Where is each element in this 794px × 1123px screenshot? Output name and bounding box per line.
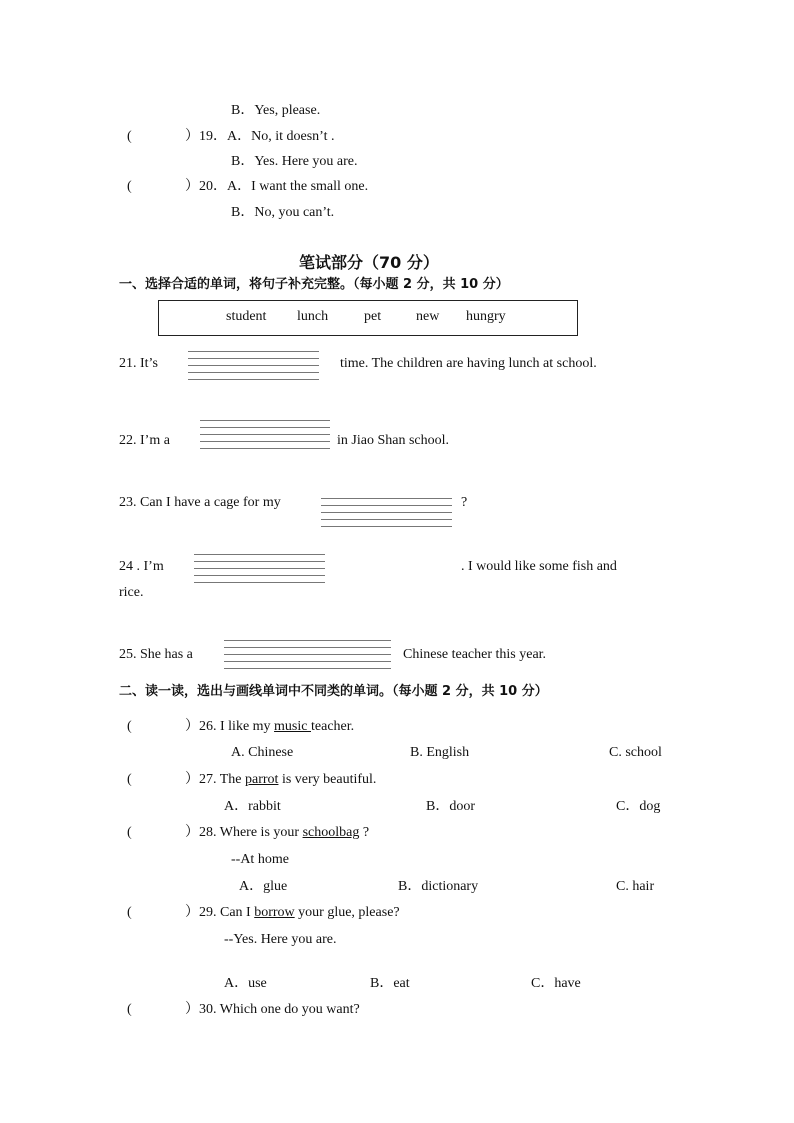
q19-option-a: ）19．A．No, it doesn’t . (185, 129, 335, 144)
q23-blank[interactable] (321, 498, 452, 533)
answer-paren-29[interactable]: ( (127, 905, 132, 920)
q23-text-start: 23. Can I have a cage for my (119, 495, 281, 510)
q29-option-b: B．eat (370, 976, 410, 991)
q22-text-start: 22. I’m a (119, 433, 170, 448)
section2-heading: 二、读一读，选出与画线单词中不同类的单词。（每小题 2 分，共 10 分） (119, 684, 548, 699)
q22-text-end: in Jiao Shan school. (337, 433, 449, 448)
word-bank-item: hungry (466, 309, 506, 324)
q27-stem: ）27. The parrot is very beautiful. (185, 772, 377, 787)
q28-option-c: C. hair (616, 879, 655, 894)
q24-text-continued: rice. (119, 585, 144, 600)
q25-text-start: 25. She has a (119, 647, 193, 662)
q19-option-b: B．Yes. Here you are. (231, 154, 358, 169)
answer-paren-27[interactable]: ( (127, 772, 132, 787)
q25-text-end: Chinese teacher this year. (403, 647, 547, 662)
q22-blank[interactable] (200, 420, 330, 455)
q20-option-a: ）20．A．I want the small one. (185, 179, 369, 194)
word-bank-item: student (226, 309, 267, 324)
q29-reply: --Yes. Here you are. (224, 932, 337, 947)
written-part-title: 笔试部分（70 分） (299, 253, 439, 272)
q27-option-c: C．dog (616, 799, 661, 814)
q28-option-a: A．glue (239, 879, 288, 894)
q24-blank[interactable] (194, 554, 325, 589)
answer-paren-26[interactable]: ( (127, 719, 132, 734)
q25-blank[interactable] (224, 640, 391, 675)
answer-paren-19[interactable]: ( (127, 129, 132, 144)
q26-stem: ）26. I like my music teacher. (185, 719, 355, 734)
q26-option-c: C. school (609, 745, 662, 760)
q26-option-a: A. Chinese (231, 745, 294, 760)
q29-option-a: A．use (224, 976, 267, 991)
q29-stem: ）29. Can I borrow your glue, please? (185, 905, 400, 920)
q21-blank[interactable] (188, 351, 319, 386)
answer-paren-30[interactable]: ( (127, 1002, 132, 1017)
q21-text-start: 21. It’s (119, 356, 158, 371)
q28-stem: ）28. Where is your schoolbag ? (185, 825, 370, 840)
word-bank-item: pet (364, 309, 382, 324)
q20-option-b: B．No, you can’t. (231, 205, 335, 220)
q27-option-a: A．rabbit (224, 799, 281, 814)
q30-stem: ）30. Which one do you want? (185, 1002, 360, 1017)
q24-text-end: . I would like some fish and (461, 559, 617, 574)
q28-reply: --At home (231, 852, 289, 867)
q23-text-end: ? (461, 495, 468, 510)
word-bank (158, 300, 578, 336)
q28-option-b: B．dictionary (398, 879, 479, 894)
q29-option-c: C．have (531, 976, 581, 991)
q21-text-end: time. The children are having lunch at school. (340, 356, 597, 371)
q24-text-start: 24 . I’m (119, 559, 164, 574)
answer-paren-20[interactable]: ( (127, 179, 132, 194)
section1-heading: 一、选择合适的单词，将句子补充完整。（每小题 2 分，共 10 分） (119, 277, 509, 292)
word-bank-item: lunch (297, 309, 329, 324)
q26-option-b: B. English (410, 745, 470, 760)
word-bank-item: new (416, 309, 440, 324)
q27-option-b: B．door (426, 799, 475, 814)
answer-paren-28[interactable]: ( (127, 825, 132, 840)
q18-option-b: B．Yes, please. (231, 103, 321, 118)
